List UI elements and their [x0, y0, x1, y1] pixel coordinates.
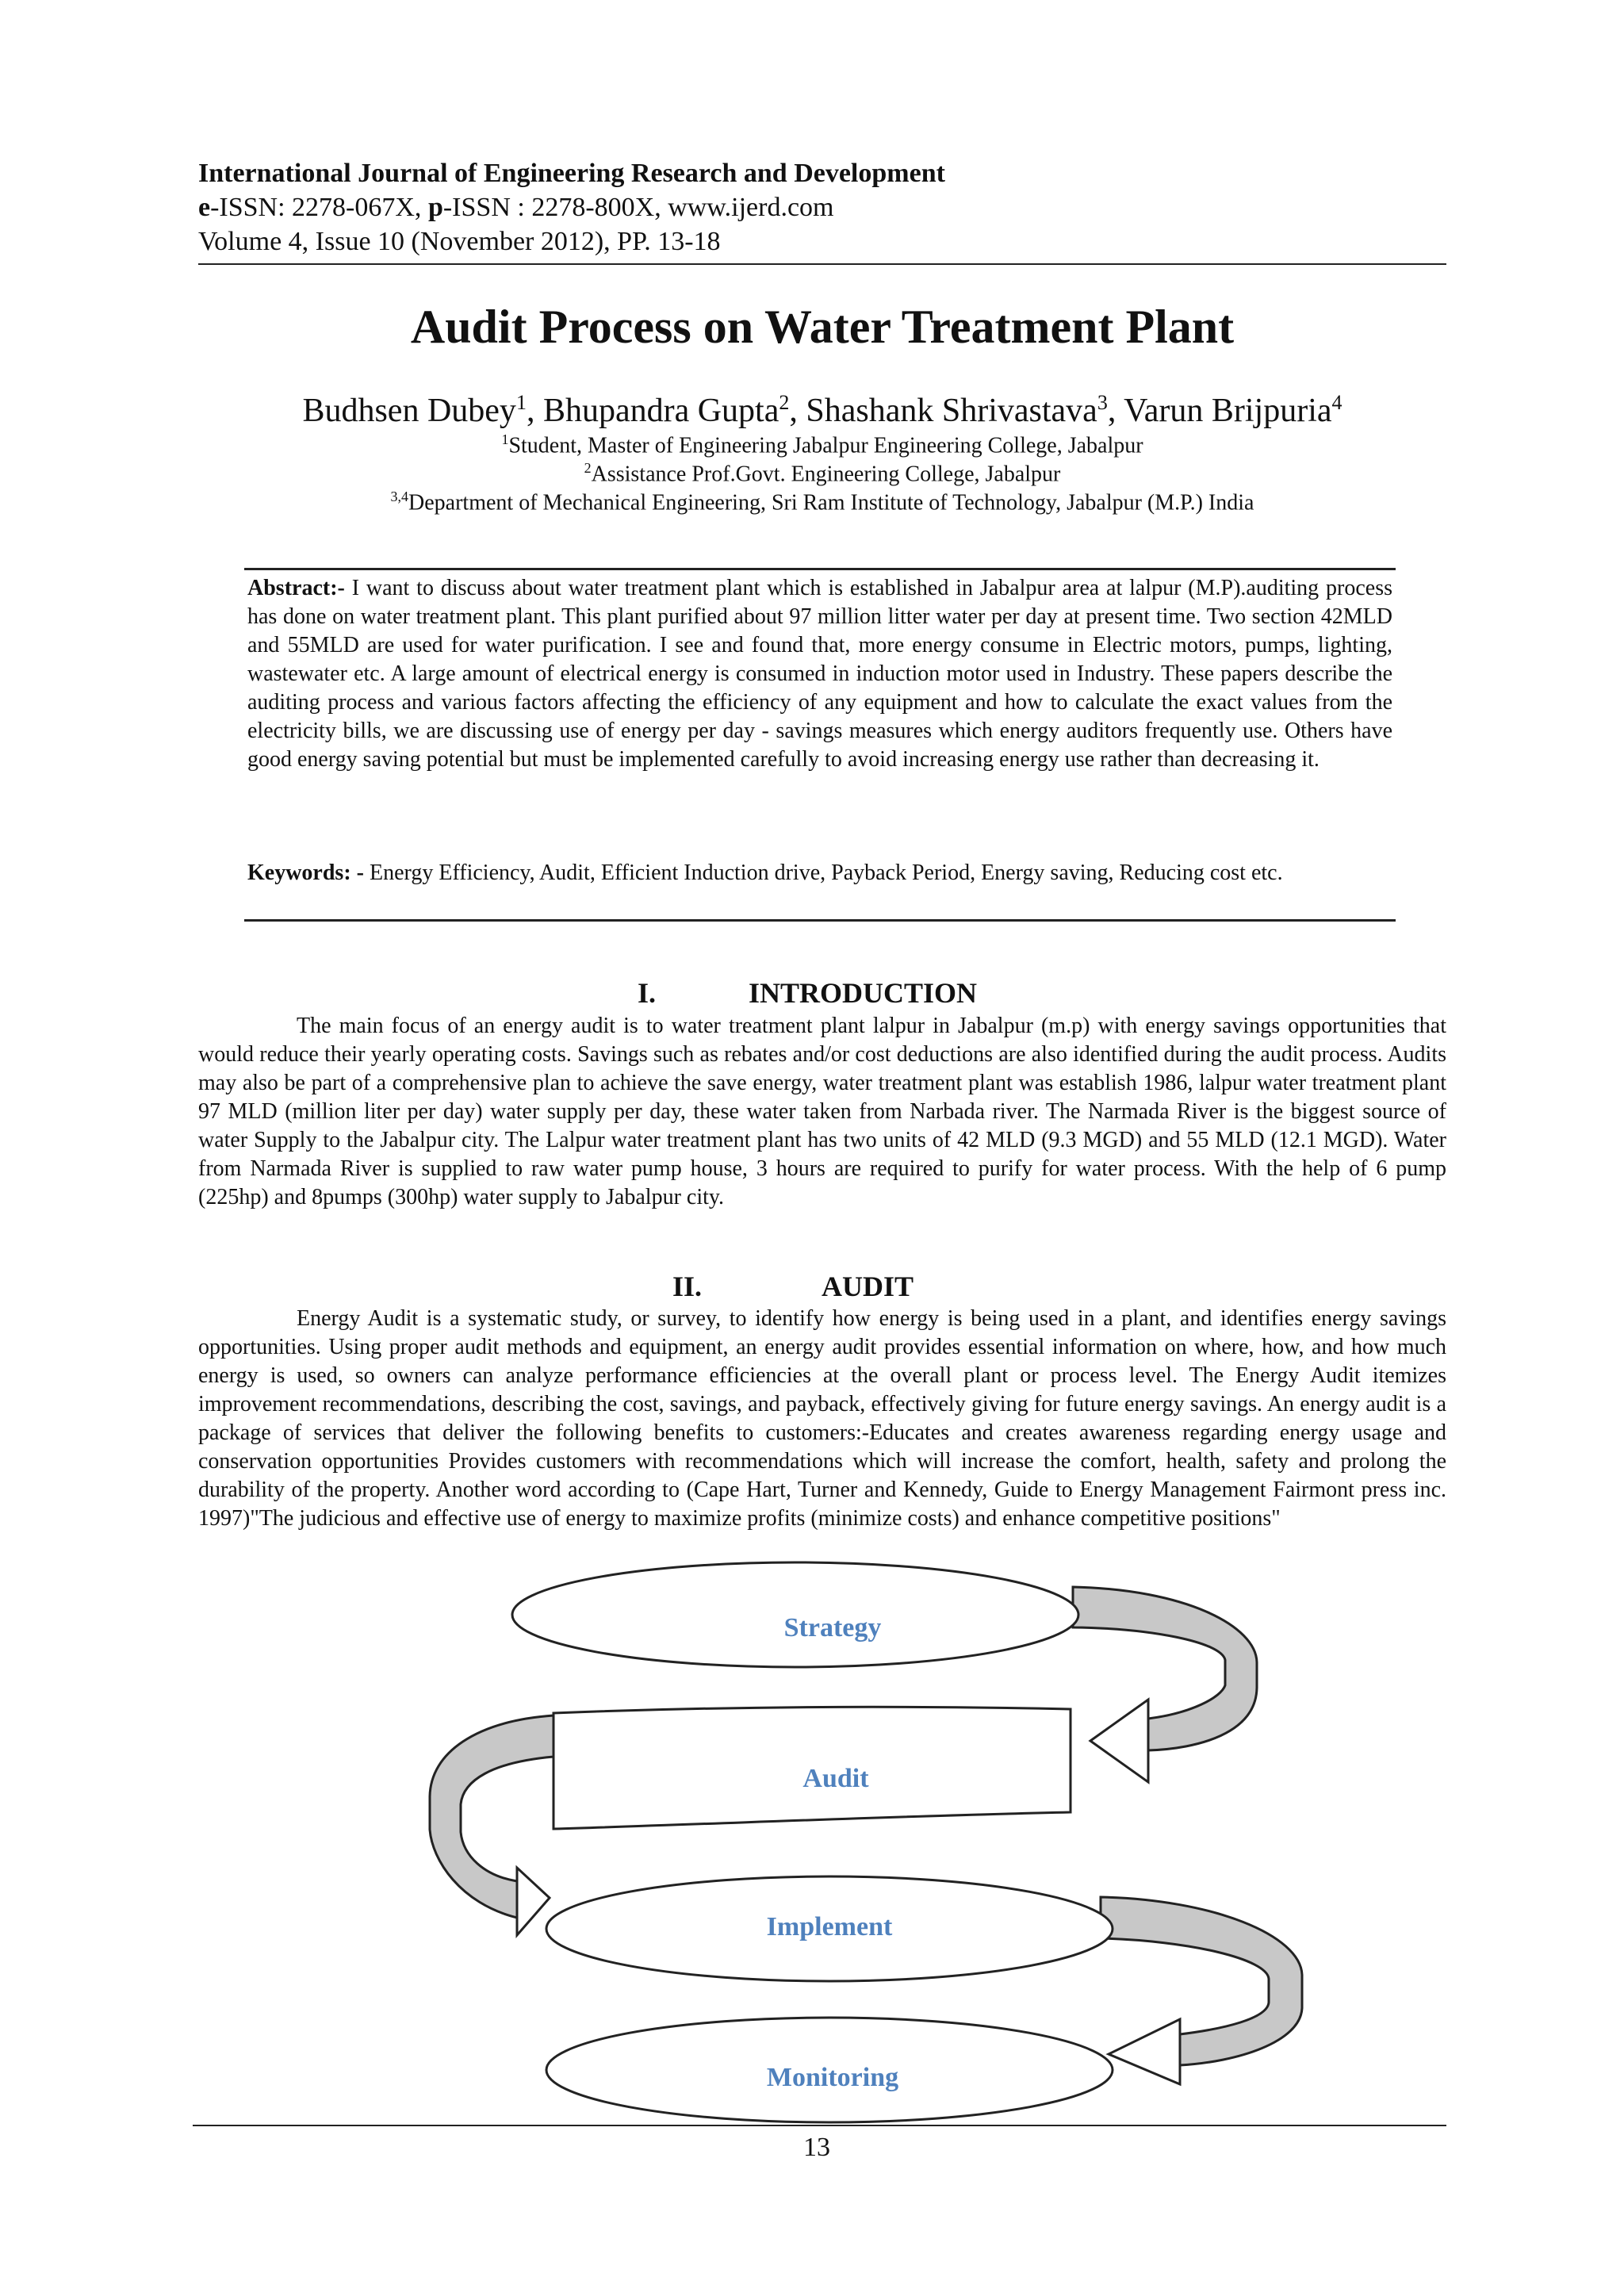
- journal-volume: Volume 4, Issue 10 (November 2012), PP. 13-18: [198, 227, 721, 256]
- section-title: AUDIT: [822, 1271, 914, 1302]
- paragraph: The main focus of an energy audit is to water treatment plant lalpur in Jabalpur (m.p) with energy savings opportunities that would reduce their yearly operating costs. Savings such as rebates and/or cost deductions are also identified during the audit process. Audits may also be part of a comprehensive plan to achieve the save energy, water treatment plant was establish 1986, lalpur water treatment plant 97 MLD (million liter per day) water supply per day, these water taken from Narbada river. The Narmada River is the biggest source of water Supply to the Jabalpur city. The Lalpur water treatment plant has two units of 42 MLD (9.3 MGD) and 55 MLD (12.1 MGD). Water from Narmada River is supplied to raw water pump house, 3 hours are required to purify for water process. With the help of 6 pump (225hp) and 8pumps (300hp) water supply to Jabalpur city.: [198, 1014, 1446, 1209]
- abstract-label: Abstract:-: [247, 576, 345, 600]
- node-strategy-label: Strategy: [783, 1613, 882, 1642]
- keywords-text: Energy Efficiency, Audit, Efficient Induction drive, Payback Period, Energy saving, Reducing cost etc.: [363, 861, 1283, 885]
- footer-divider: [193, 2125, 1446, 2126]
- abstract-text: I want to discuss about water treatment plant which is established in Jabalpur area at lalpur (M.P).auditing process has done on water treatment plant. This plant purified about 97 million litter water per day at present time. Two section 42MLD and 55MLD are used for water purification. I see and found that, more energy consume in Electric motors, pumps, lighting, wastewater etc. A large amount of electrical energy is consumed in induction motor used in Industry. These papers describe the auditing process and various factors affecting the efficiency of any equipment and how to calculate the exact values from the electricity bills, we are discussing use of energy per day - savings measures which energy auditors frequently use. Others have good energy saving potential but must be implemented carefully to avoid increasing energy use rather than decreasing it.: [247, 576, 1392, 772]
- author: Bhupandra Gupta: [542, 393, 779, 429]
- node-monitoring-label: Monitoring: [766, 2063, 899, 2092]
- arrow-audit-to-implement: [430, 1715, 553, 1935]
- journal-issn: e-ISSN: 2278-067X, p-ISSN : 2278-800X, www.ijerd.com: [198, 193, 834, 222]
- section-title: INTRODUCTION: [749, 977, 978, 1009]
- node-implement-label: Implement: [766, 1912, 893, 1941]
- arrow-strategy-to-audit: [1073, 1587, 1257, 1782]
- section-number: II.: [672, 1271, 703, 1302]
- journal-name: International Journal of Engineering Research and Development: [198, 159, 945, 188]
- author: Budhsen Dubey: [302, 393, 516, 429]
- affiliation: $^1$Student, Master of Engineering Jabalpur Engineering College, Jabalpur: [501, 431, 1143, 458]
- arrow-implement-to-monitoring: [1101, 1897, 1302, 2084]
- affiliation: $^{3,4}$Department of Mechanical Engineering, Sri Ram Institute of Technology, Jabalpur (M.P.) India: [390, 489, 1254, 516]
- paper-title: Audit Process on Water Treatment Plant: [410, 301, 1235, 353]
- author: Varun Brijpuria: [1124, 393, 1332, 429]
- page-number: 13: [803, 2133, 830, 2162]
- paragraph: Energy Audit is a systematic study, or survey, to identify how energy is being used in a plant, and identifies energy savings opportunities. Using proper audit methods and equipment, an energy audit provides essential information on where, how, and how much energy is used, so owners can analyze performance efficiencies at the overall plant or process level. The Energy Audit itemizes improvement recommendations, describing the cost, savings, and payback, effectively giving for future energy savings. An energy audit is a package of services that deliver the following benefits to customers:-Educates and creates awareness regarding energy usage and conservation opportunities Provides customers with recommendations which will increase the comfort, health, safety and prolong the durability of the property. Another word according to (Cape Hart, Turner and Kennedy, Guide to Energy Management Fairmont press inc. 1997)"The judicious and effective use of energy to maximize profits (minimize costs) and enhance competitive positions": [198, 1306, 1446, 1531]
- affiliation: $^2$Assistance Prof.Govt. Engineering College, Jabalpur: [584, 460, 1061, 487]
- author-list: Budhsen Dubey$^1$, Bhupandra Gupta$^2$, Shashank Shrivastava$^3$, Varun Brijpuria$^4$: [302, 391, 1342, 429]
- node-audit-label: Audit: [802, 1764, 869, 1793]
- keywords-label: Keywords: -: [247, 861, 364, 885]
- author: Shashank Shrivastava: [806, 393, 1097, 429]
- section-number: I.: [638, 977, 657, 1009]
